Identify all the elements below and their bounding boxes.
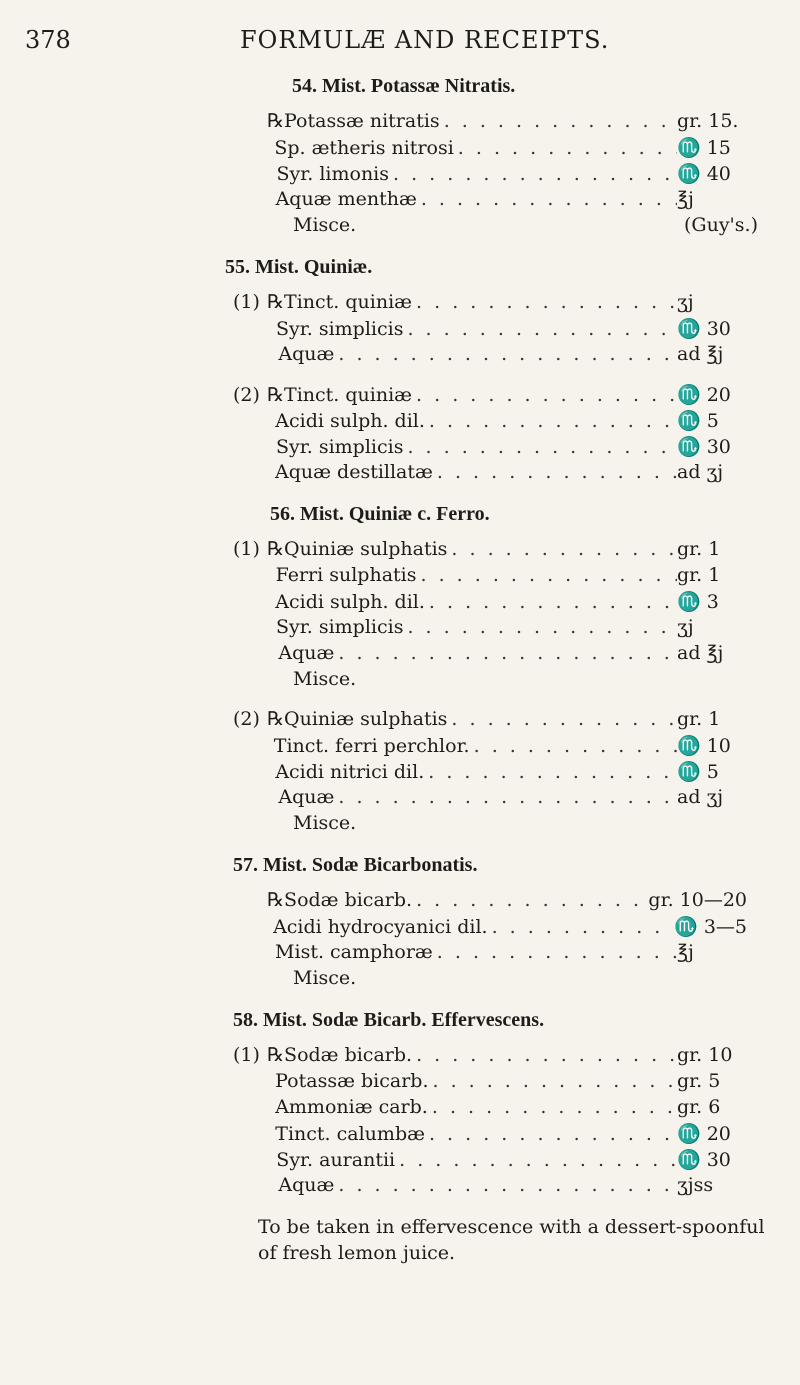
dot-leader: [428, 1096, 677, 1118]
ingredient-row: [0, 564, 800, 590]
ingredient-row: [0, 616, 800, 642]
ingredient-name: Tinct. quiniæ: [284, 291, 413, 313]
recipe-symbol: ℞: [267, 1044, 285, 1066]
ingredient-quantity: ♏ 20: [677, 1123, 731, 1145]
source-reference: (Guy's.): [684, 214, 758, 236]
recipe-symbol: ℞: [267, 538, 285, 560]
ingredient-row: [0, 889, 800, 915]
recipe-symbol: ℞: [267, 708, 285, 730]
formula-title: 55. Mist. Quiniæ.: [225, 256, 373, 278]
ingredient-quantity: ℥j: [677, 188, 694, 210]
formula-section: [0, 256, 800, 487]
dot-leader: [403, 616, 677, 638]
dot-leader: [412, 889, 648, 911]
ingredient-name: Acidi sulph. dil.: [275, 410, 425, 432]
ingredient-name: Tinct. quiniæ: [284, 384, 413, 406]
dot-leader: [488, 916, 675, 938]
dot-leader: [412, 1044, 677, 1066]
prescription-group: [0, 383, 800, 487]
dot-leader: [440, 110, 677, 132]
ingredient-quantity: ℥j: [677, 941, 694, 963]
ingredient-quantity: gr. 15.: [677, 110, 739, 132]
dot-leader: [334, 642, 677, 664]
dot-leader: [433, 461, 677, 483]
dot-leader: [389, 163, 677, 185]
ingredient-name: Syr. simplicis: [276, 436, 404, 458]
ingredient-row: [0, 343, 800, 369]
dot-leader: [412, 291, 677, 313]
ingredient-row: [0, 162, 800, 188]
misce-row: [0, 214, 800, 240]
misce-instruction: Misce.: [293, 214, 357, 236]
ingredient-row: [0, 590, 800, 616]
ingredient-quantity: gr. 10: [677, 1044, 733, 1066]
ingredient-row: [0, 941, 800, 967]
dot-leader: [395, 1149, 677, 1171]
dot-leader: [454, 137, 677, 159]
dot-leader: [403, 318, 677, 340]
dot-leader: [447, 538, 677, 560]
ingredient-row: [0, 915, 800, 941]
formula-section: [0, 854, 800, 993]
ingredient-name: Acidi nitrici dil.: [275, 761, 425, 783]
misce-row: [0, 812, 800, 838]
ingredient-quantity: gr. 6: [677, 1096, 721, 1118]
ingredient-quantity: ♏ 5: [677, 410, 719, 432]
ingredient-quantity: ♏ 30: [677, 1149, 731, 1171]
prescription-group: [0, 708, 800, 838]
ingredient-quantity: gr. 5: [677, 1070, 721, 1092]
ingredient-name: Sp. ætheris nitrosi: [274, 137, 454, 159]
ingredient-name: Mist. camphoræ: [275, 941, 433, 963]
dot-leader: [425, 410, 677, 432]
ingredient-quantity: ʒj: [677, 291, 694, 313]
prescription-group: [0, 110, 800, 240]
ingredient-quantity: ♏ 15: [677, 137, 731, 159]
ingredient-row: [0, 188, 800, 214]
recipe-symbol: ℞: [267, 384, 285, 406]
dot-leader: [403, 436, 677, 458]
variant-label: (2): [233, 708, 260, 730]
ingredient-quantity: gr. 1: [677, 708, 721, 730]
dot-leader: [412, 384, 677, 406]
dot-leader: [424, 761, 677, 783]
recipe-symbol: ℞: [267, 110, 285, 132]
ingredient-quantity: gr. 10—20: [648, 889, 747, 911]
ingredient-row: [0, 383, 800, 409]
ingredient-row: [0, 317, 800, 343]
page-number: 378: [25, 26, 71, 54]
prescription-group: [0, 291, 800, 369]
ingredient-name: Aquæ: [278, 343, 335, 365]
variant-label: (1): [233, 1044, 260, 1066]
prescription-group: [0, 1044, 800, 1200]
prescription-group: [0, 538, 800, 694]
ingredient-row: [0, 708, 800, 734]
ingredient-row: [0, 1044, 800, 1070]
ingredient-name: Aquæ destillatæ: [275, 461, 433, 483]
ingredient-quantity: ♏ 30: [677, 318, 731, 340]
formula-title: 58. Mist. Sodæ Bicarb. Effervescens.: [233, 1009, 545, 1031]
ingredient-name: Acidi hydrocyanici dil.: [273, 916, 488, 938]
formula-title: 57. Mist. Sodæ Bicarbonatis.: [233, 854, 478, 876]
ingredient-quantity: ad ℥j: [677, 343, 724, 365]
ingredient-quantity: ʒjss: [677, 1174, 714, 1196]
ingredient-row: [0, 734, 800, 760]
ingredient-name: Tinct. ferri perchlor.: [273, 735, 470, 757]
ingredient-quantity: gr. 1: [677, 564, 721, 586]
ingredient-row: [0, 760, 800, 786]
dot-leader: [417, 564, 677, 586]
ingredient-name: Ferri sulphatis: [275, 564, 417, 586]
misce-instruction: Misce.: [293, 967, 357, 989]
dot-leader: [447, 708, 677, 730]
ingredient-row: [0, 435, 800, 461]
dot-leader: [425, 591, 677, 613]
ingredient-name: Aquæ menthæ: [275, 188, 417, 210]
ingredient-name: Tinct. calumbæ: [275, 1123, 425, 1145]
formula-section: [0, 503, 800, 838]
recipe-symbol: ℞: [267, 889, 285, 911]
ingredient-row: [0, 1174, 800, 1200]
dot-leader: [417, 188, 677, 210]
ingredient-quantity: gr. 1: [677, 538, 721, 560]
variant-label: (1): [233, 291, 260, 313]
ingredient-name: Sodæ bicarb.: [284, 1044, 413, 1066]
ingredient-name: Syr. simplicis: [276, 616, 404, 638]
ingredient-quantity: ♏ 20: [677, 384, 731, 406]
ingredient-name: Quiniæ sulphatis: [284, 538, 448, 560]
misce-instruction: Misce.: [293, 812, 357, 834]
ingredient-quantity: ♏ 30: [677, 436, 731, 458]
dot-leader: [334, 1174, 677, 1196]
ingredient-name: Potassæ nitratis: [284, 110, 440, 132]
ingredient-quantity: ♏ 3: [677, 591, 719, 613]
ingredient-row: [0, 538, 800, 564]
usage-note: To be taken in effervescence with a dessert-spoonful of fresh lemon juice.: [258, 1216, 765, 1264]
ingredient-quantity: ♏ 40: [677, 163, 731, 185]
dot-leader: [334, 786, 677, 808]
running-title: FORMULÆ AND RECEIPTS.: [240, 26, 610, 54]
ingredient-row: [0, 409, 800, 435]
ingredient-row: [0, 1122, 800, 1148]
ingredient-name: Aquæ: [278, 786, 335, 808]
misce-row: [0, 967, 800, 993]
prescription-group: [0, 889, 800, 993]
dot-leader: [433, 941, 677, 963]
ingredient-row: [0, 1096, 800, 1122]
ingredient-quantity: ad ʒj: [677, 786, 724, 808]
formula-section: [0, 75, 800, 240]
ingredient-quantity: ♏ 5: [677, 761, 719, 783]
variant-label: (2): [233, 384, 260, 406]
ingredient-row: [0, 461, 800, 487]
ingredient-row: [0, 1148, 800, 1174]
ingredient-row: [0, 291, 800, 317]
ingredient-name: Potassæ bicarb.: [275, 1070, 429, 1092]
dot-leader: [334, 343, 677, 365]
dot-leader: [470, 735, 677, 757]
page-header: [0, 26, 800, 56]
formula-section: [0, 1009, 800, 1266]
ingredient-row: [0, 136, 800, 162]
ingredient-name: Sodæ bicarb.: [284, 889, 413, 911]
misce-row: [0, 668, 800, 694]
ingredient-quantity: ♏ 10: [677, 735, 731, 757]
ingredient-name: Aquæ: [278, 1174, 335, 1196]
ingredient-name: Quiniæ sulphatis: [284, 708, 448, 730]
ingredient-quantity: ad ℥j: [677, 642, 724, 664]
ingredient-name: Acidi sulph. dil.: [275, 591, 425, 613]
formula-title: 56. Mist. Quiniæ c. Ferro.: [270, 503, 490, 525]
dot-leader: [428, 1070, 677, 1092]
misce-instruction: Misce.: [293, 668, 357, 690]
dot-leader: [425, 1123, 677, 1145]
ingredient-quantity: ʒj: [677, 616, 694, 638]
ingredient-name: Ammoniæ carb.: [275, 1096, 428, 1118]
ingredient-name: Syr. limonis: [276, 163, 390, 185]
variant-label: (1): [233, 538, 260, 560]
ingredient-name: Syr. aurantii: [276, 1149, 396, 1171]
ingredient-name: Syr. simplicis: [276, 318, 404, 340]
ingredient-row: [0, 1070, 800, 1096]
recipe-symbol: ℞: [267, 291, 285, 313]
ingredient-row: [0, 110, 800, 136]
ingredient-name: Aquæ: [278, 642, 335, 664]
ingredient-row: [0, 786, 800, 812]
formula-title: 54. Mist. Potassæ Nitratis.: [292, 75, 516, 97]
ingredient-row: [0, 642, 800, 668]
ingredient-quantity: ad ʒj: [677, 461, 724, 483]
page-content: [0, 75, 800, 1282]
ingredient-quantity: ♏ 3—5: [674, 916, 747, 938]
